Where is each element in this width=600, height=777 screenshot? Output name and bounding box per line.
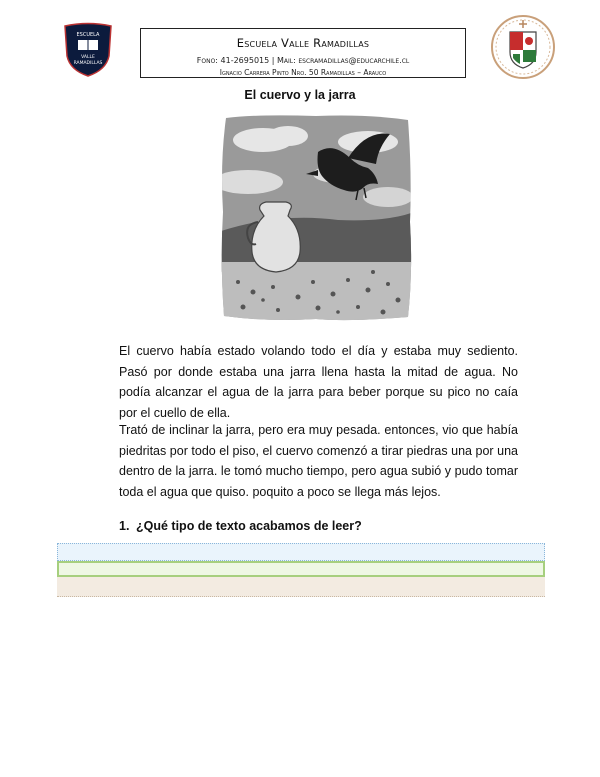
story-paragraph: Trató de inclinar la jarra, pero era muy pesada. entonces, vio que había piedritas por todo el piso, el cuervo comenzó a tirar piedras una por una dentro de la jarra. le tomó mucho tiempo, pero agua subió y pudo tomar toda el agua que quiso. poquito a poco se llega más lejos.	[119, 423, 518, 499]
school-contact: Fono: 41-2695015 | Mail: escramadillas@educarchile.cl	[196, 56, 410, 65]
story-paragraph: El cuervo había estado volando todo el día y estaba muy sediento. Pasó por donde estaba una jarra llena hasta la mitad de agua. No podía alcanzar el agua de la jarra para beber porque su pico no caía por el cuello de ella.	[119, 344, 518, 420]
answer-field[interactable]	[57, 577, 545, 597]
school-logo	[62, 22, 114, 78]
question-number: 1.	[119, 519, 130, 533]
svg-text:ESCUELA: ESCUELA	[76, 32, 100, 38]
crow-jug-illustration	[218, 112, 414, 324]
answer-field[interactable]	[57, 543, 545, 561]
school-header	[140, 28, 466, 78]
question	[119, 519, 362, 533]
crest-logo	[490, 14, 556, 80]
svg-text:VALLE: VALLE	[81, 55, 95, 60]
question-text: ¿Qué tipo de texto acabamos de leer?	[136, 519, 362, 533]
answer-field[interactable]	[57, 561, 545, 577]
svg-text:RAMADILLAS: RAMADILLAS	[73, 61, 103, 66]
school-address: Ignacio Carrera Pinto Nro. 50 Ramadillas – Arauco	[219, 68, 387, 77]
school-name: Escuela Valle Ramadillas	[236, 36, 370, 50]
story-title: El cuervo y la jarra	[244, 88, 356, 102]
